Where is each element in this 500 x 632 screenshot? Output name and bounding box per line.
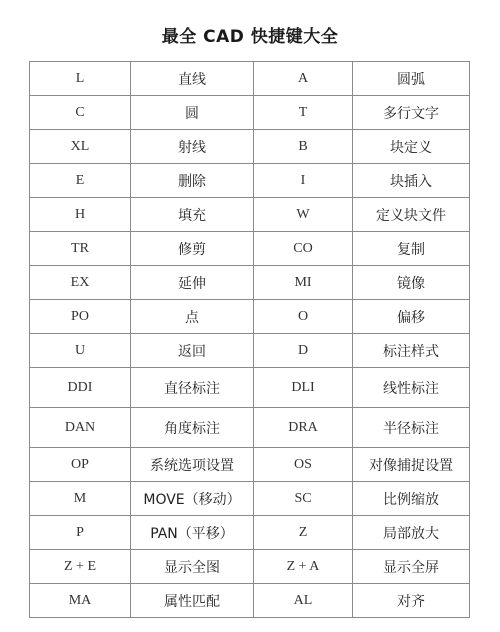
command-cell: DLI xyxy=(254,368,353,408)
table-row xyxy=(30,368,470,408)
description-cell: PAN（平移） xyxy=(131,516,254,550)
command-cell: P xyxy=(30,516,131,550)
table-row xyxy=(30,198,470,232)
table-row xyxy=(30,516,470,550)
description-cell: 直径标注 xyxy=(131,368,254,408)
description-cell: 块插入 xyxy=(353,164,470,198)
command-cell: U xyxy=(30,334,131,368)
description-cell: 半径标注 xyxy=(353,408,470,448)
page-title: 最全 CAD 快捷键大全 xyxy=(161,27,339,47)
table-row xyxy=(30,164,470,198)
description-cell: 标注样式 xyxy=(353,334,470,368)
description-cell: 属性匹配 xyxy=(131,584,254,618)
command-cell: MA xyxy=(30,584,131,618)
table-row xyxy=(30,448,470,482)
table-row xyxy=(30,96,470,130)
description-cell: 镜像 xyxy=(353,266,470,300)
description-cell: 局部放大 xyxy=(353,516,470,550)
command-cell: Z + E xyxy=(30,550,131,584)
description-cell: 角度标注 xyxy=(131,408,254,448)
command-cell: OP xyxy=(30,448,131,482)
description-cell: 射线 xyxy=(131,130,254,164)
command-cell: XL xyxy=(30,130,131,164)
table-row xyxy=(30,584,470,618)
shortcut-table xyxy=(29,61,470,618)
table-row xyxy=(30,334,470,368)
command-cell: Z xyxy=(254,516,353,550)
command-cell: DRA xyxy=(254,408,353,448)
description-cell: 复制 xyxy=(353,232,470,266)
shortcut-table-body xyxy=(30,62,470,618)
description-cell: 修剪 xyxy=(131,232,254,266)
description-cell: 显示全图 xyxy=(131,550,254,584)
command-cell: T xyxy=(254,96,353,130)
description-cell: 对像捕捉设置 xyxy=(353,448,470,482)
description-cell: 偏移 xyxy=(353,300,470,334)
command-cell: C xyxy=(30,96,131,130)
description-cell: 删除 xyxy=(131,164,254,198)
command-cell: DAN xyxy=(30,408,131,448)
table-row xyxy=(30,408,470,448)
command-cell: L xyxy=(30,62,131,96)
description-cell: 对齐 xyxy=(353,584,470,618)
command-cell: PO xyxy=(30,300,131,334)
command-cell: CO xyxy=(254,232,353,266)
description-cell: 延伸 xyxy=(131,266,254,300)
command-cell: TR xyxy=(30,232,131,266)
command-cell: Z + A xyxy=(254,550,353,584)
command-cell: B xyxy=(254,130,353,164)
description-cell: 比例缩放 xyxy=(353,482,470,516)
description-cell: 线性标注 xyxy=(353,368,470,408)
description-cell: 点 xyxy=(131,300,254,334)
command-cell: AL xyxy=(254,584,353,618)
command-cell: W xyxy=(254,198,353,232)
command-cell: A xyxy=(254,62,353,96)
table-row xyxy=(30,482,470,516)
command-cell: OS xyxy=(254,448,353,482)
command-cell: E xyxy=(30,164,131,198)
description-cell: 定义块文件 xyxy=(353,198,470,232)
description-cell: 多行文字 xyxy=(353,96,470,130)
description-cell: 填充 xyxy=(131,198,254,232)
table-row xyxy=(30,130,470,164)
table-row xyxy=(30,300,470,334)
description-cell: 直线 xyxy=(131,62,254,96)
table-row xyxy=(30,266,470,300)
command-cell: O xyxy=(254,300,353,334)
description-cell: 块定义 xyxy=(353,130,470,164)
command-cell: M xyxy=(30,482,131,516)
description-cell: 返回 xyxy=(131,334,254,368)
command-cell: D xyxy=(254,334,353,368)
description-cell: 圆 xyxy=(131,96,254,130)
command-cell: SC xyxy=(254,482,353,516)
table-row xyxy=(30,232,470,266)
command-cell: H xyxy=(30,198,131,232)
table-row xyxy=(30,550,470,584)
description-cell: MOVE（移动） xyxy=(131,482,254,516)
description-cell: 显示全屏 xyxy=(353,550,470,584)
table-row xyxy=(30,62,470,96)
description-cell: 圆弧 xyxy=(353,62,470,96)
command-cell: I xyxy=(254,164,353,198)
command-cell: MI xyxy=(254,266,353,300)
command-cell: DDI xyxy=(30,368,131,408)
command-cell: EX xyxy=(30,266,131,300)
description-cell: 系统选项设置 xyxy=(131,448,254,482)
